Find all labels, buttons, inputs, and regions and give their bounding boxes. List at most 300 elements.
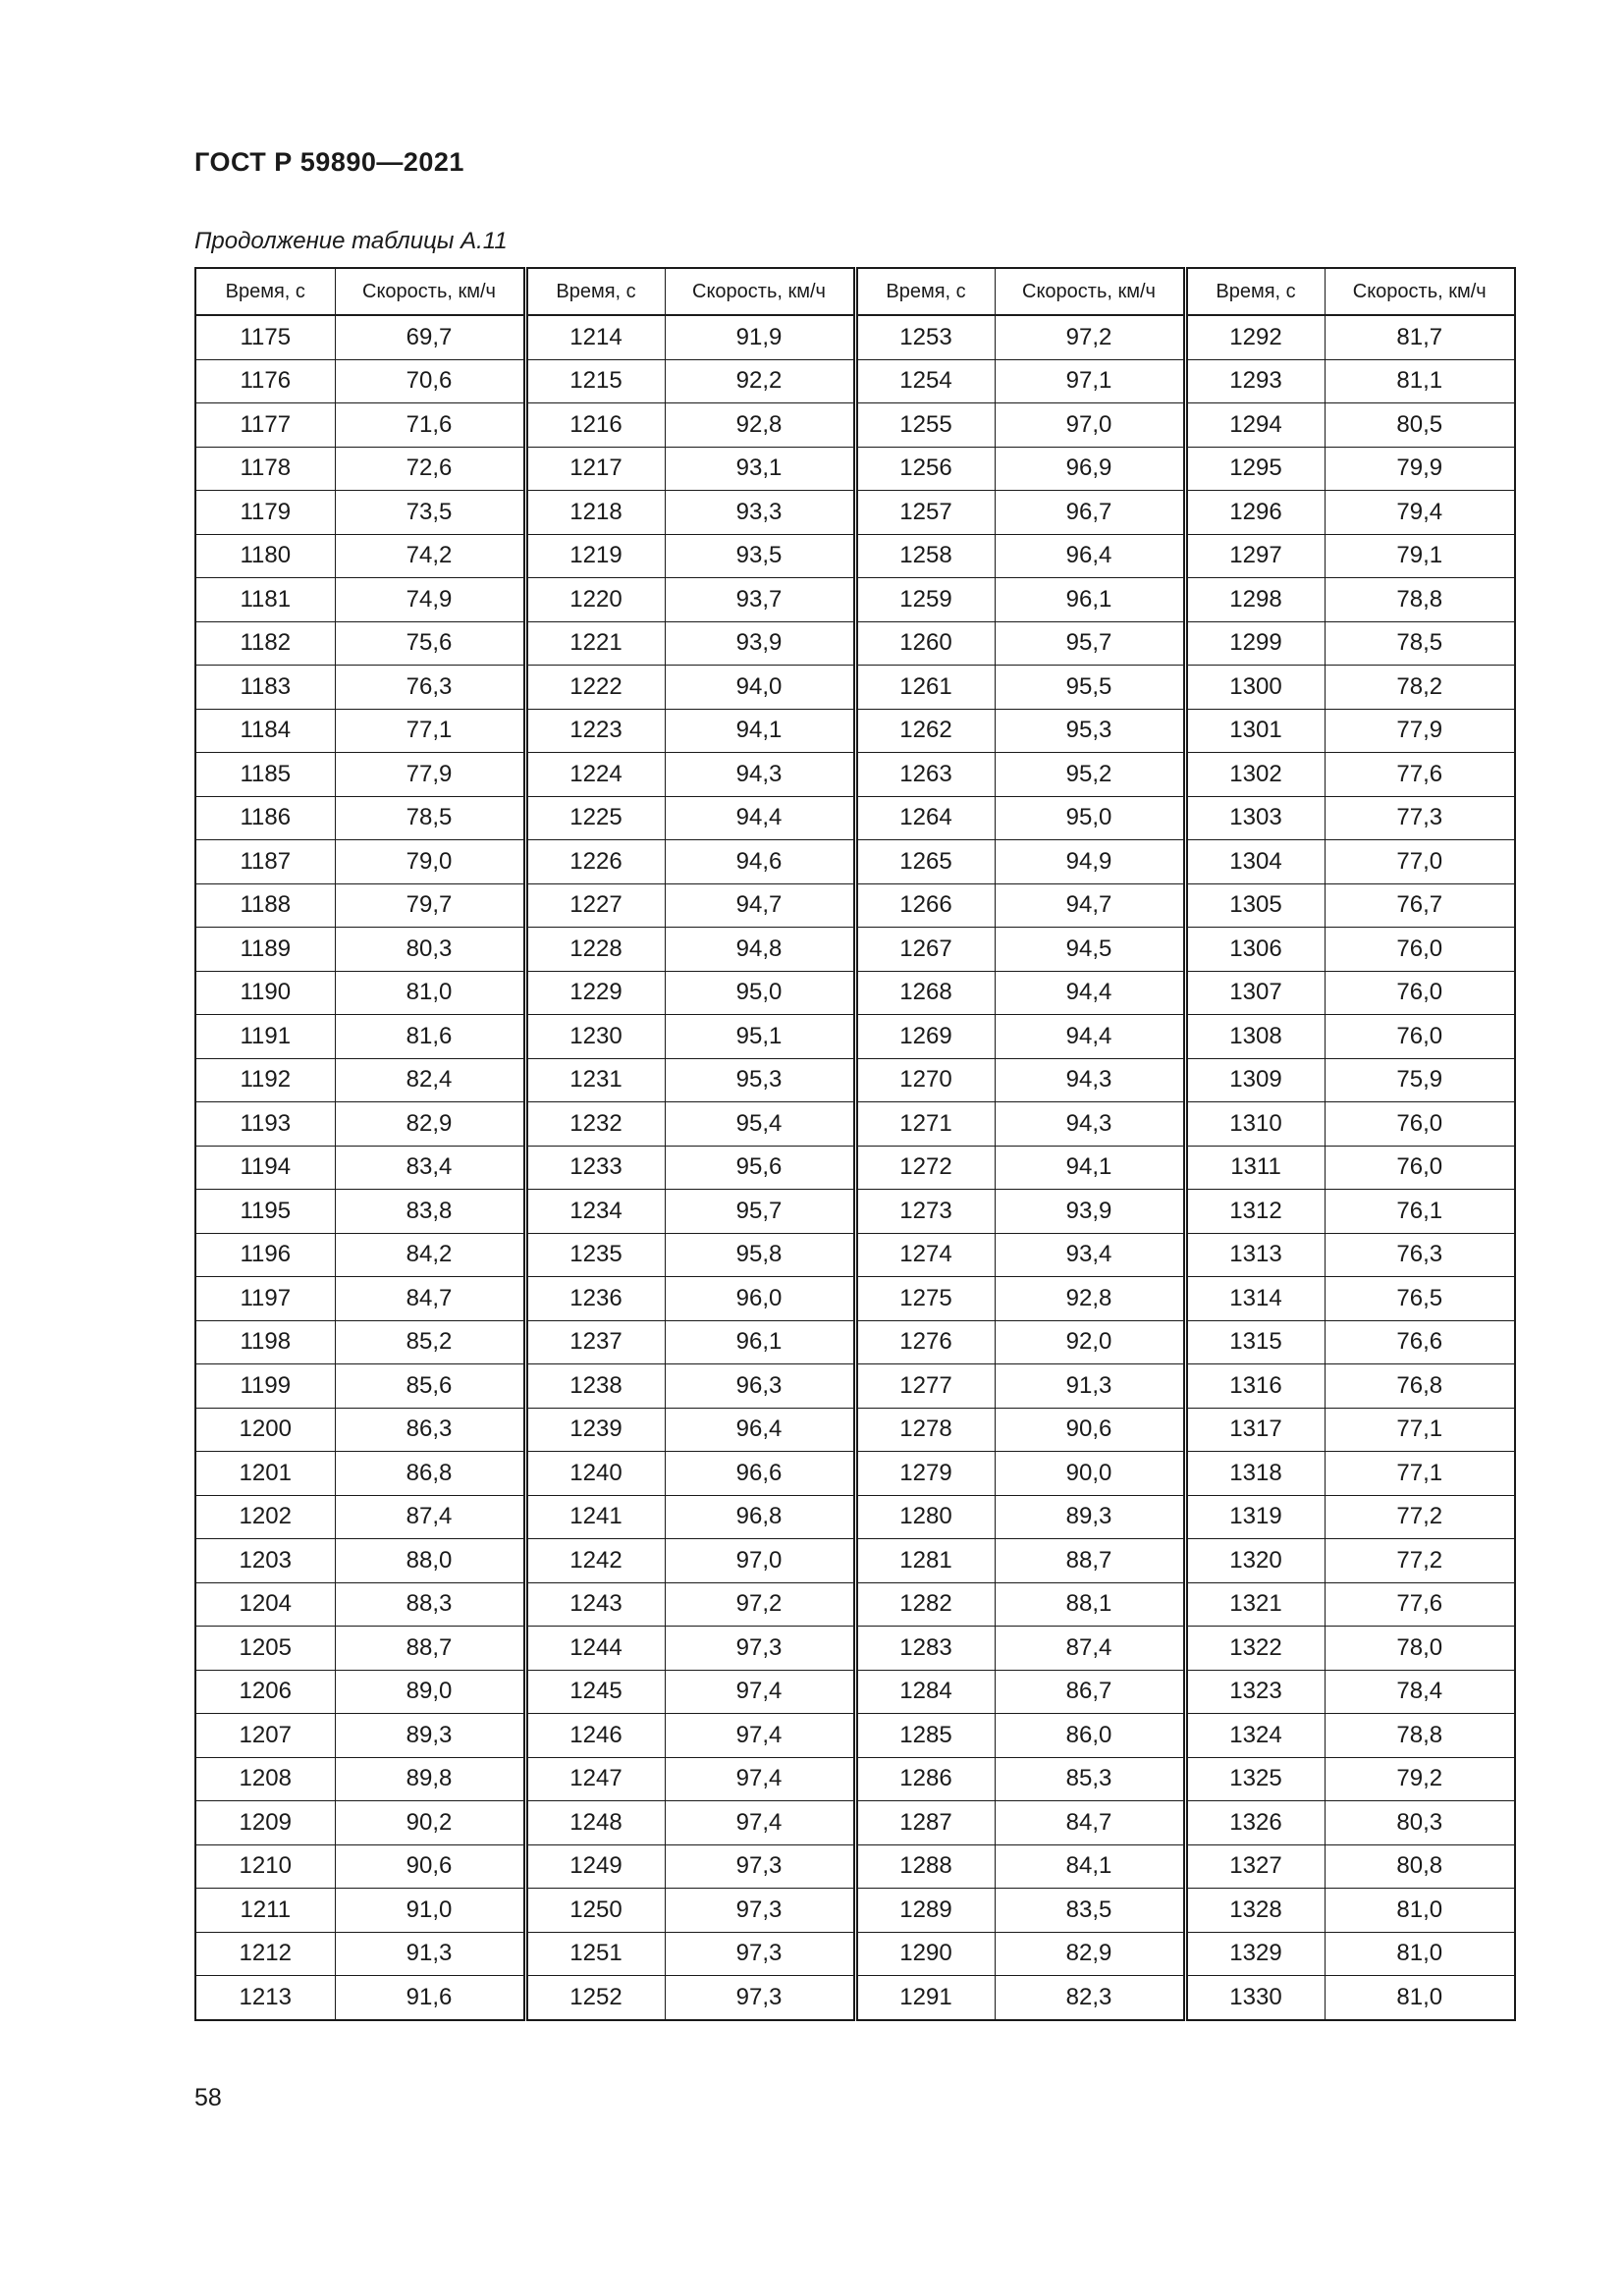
time-cell: 1325 bbox=[1185, 1757, 1325, 1801]
table-body bbox=[195, 315, 1515, 2020]
time-cell: 1315 bbox=[1185, 1320, 1325, 1364]
time-cell: 1287 bbox=[855, 1801, 995, 1845]
time-cell: 1176 bbox=[195, 359, 335, 403]
column-header-time: Время, с bbox=[855, 268, 995, 315]
speed-cell: 95,6 bbox=[665, 1146, 855, 1190]
time-cell: 1280 bbox=[855, 1495, 995, 1539]
column-header-speed: Скорость, км/ч bbox=[665, 268, 855, 315]
speed-cell: 84,7 bbox=[995, 1801, 1185, 1845]
speed-cell: 78,0 bbox=[1325, 1627, 1515, 1671]
speed-cell: 76,5 bbox=[1325, 1277, 1515, 1321]
time-cell: 1286 bbox=[855, 1757, 995, 1801]
time-cell: 1208 bbox=[195, 1757, 335, 1801]
time-cell: 1239 bbox=[525, 1408, 665, 1452]
speed-cell: 85,2 bbox=[335, 1320, 525, 1364]
speed-cell: 97,3 bbox=[665, 1932, 855, 1976]
speed-cell: 82,9 bbox=[335, 1102, 525, 1147]
speed-cell: 88,7 bbox=[995, 1539, 1185, 1583]
time-cell: 1186 bbox=[195, 796, 335, 840]
time-cell: 1251 bbox=[525, 1932, 665, 1976]
time-cell: 1250 bbox=[525, 1889, 665, 1933]
speed-cell: 94,7 bbox=[665, 883, 855, 928]
time-cell: 1213 bbox=[195, 1976, 335, 2020]
speed-cell: 96,1 bbox=[995, 578, 1185, 622]
speed-cell: 94,1 bbox=[995, 1146, 1185, 1190]
speed-cell: 94,3 bbox=[995, 1058, 1185, 1102]
time-cell: 1263 bbox=[855, 753, 995, 797]
speed-cell: 92,2 bbox=[665, 359, 855, 403]
speed-cell: 76,1 bbox=[1325, 1190, 1515, 1234]
speed-cell: 90,2 bbox=[335, 1801, 525, 1845]
speed-cell: 94,8 bbox=[665, 928, 855, 972]
time-cell: 1187 bbox=[195, 840, 335, 884]
speed-cell: 76,0 bbox=[1325, 971, 1515, 1015]
time-cell: 1192 bbox=[195, 1058, 335, 1102]
speed-cell: 97,3 bbox=[665, 1889, 855, 1933]
speed-cell: 79,2 bbox=[1325, 1757, 1515, 1801]
time-cell: 1254 bbox=[855, 359, 995, 403]
speed-cell: 77,6 bbox=[1325, 1582, 1515, 1627]
time-cell: 1302 bbox=[1185, 753, 1325, 797]
time-cell: 1281 bbox=[855, 1539, 995, 1583]
time-cell: 1232 bbox=[525, 1102, 665, 1147]
time-cell: 1175 bbox=[195, 315, 335, 359]
time-cell: 1316 bbox=[1185, 1364, 1325, 1409]
time-cell: 1248 bbox=[525, 1801, 665, 1845]
speed-cell: 74,2 bbox=[335, 534, 525, 578]
column-header-speed: Скорость, км/ч bbox=[995, 268, 1185, 315]
time-cell: 1234 bbox=[525, 1190, 665, 1234]
time-cell: 1211 bbox=[195, 1889, 335, 1933]
speed-cell: 82,3 bbox=[995, 1976, 1185, 2020]
speed-cell: 81,0 bbox=[1325, 1889, 1515, 1933]
time-cell: 1328 bbox=[1185, 1889, 1325, 1933]
time-cell: 1313 bbox=[1185, 1233, 1325, 1277]
time-cell: 1329 bbox=[1185, 1932, 1325, 1976]
speed-cell: 96,7 bbox=[995, 491, 1185, 535]
time-cell: 1188 bbox=[195, 883, 335, 928]
speed-cell: 78,5 bbox=[335, 796, 525, 840]
time-cell: 1290 bbox=[855, 1932, 995, 1976]
column-header-time: Время, с bbox=[525, 268, 665, 315]
speed-cell: 77,0 bbox=[1325, 840, 1515, 884]
time-cell: 1194 bbox=[195, 1146, 335, 1190]
time-cell: 1298 bbox=[1185, 578, 1325, 622]
speed-cell: 82,9 bbox=[995, 1932, 1185, 1976]
table-row bbox=[195, 709, 1515, 753]
speed-cell: 94,1 bbox=[665, 709, 855, 753]
time-cell: 1195 bbox=[195, 1190, 335, 1234]
time-cell: 1204 bbox=[195, 1582, 335, 1627]
time-cell: 1238 bbox=[525, 1364, 665, 1409]
table-row bbox=[195, 1844, 1515, 1889]
speed-cell: 95,7 bbox=[995, 621, 1185, 666]
speed-cell: 77,6 bbox=[1325, 753, 1515, 797]
time-cell: 1185 bbox=[195, 753, 335, 797]
speed-cell: 76,0 bbox=[1325, 928, 1515, 972]
time-cell: 1222 bbox=[525, 666, 665, 710]
table-row bbox=[195, 883, 1515, 928]
time-cell: 1271 bbox=[855, 1102, 995, 1147]
time-cell: 1221 bbox=[525, 621, 665, 666]
time-cell: 1205 bbox=[195, 1627, 335, 1671]
speed-cell: 95,0 bbox=[995, 796, 1185, 840]
table-row bbox=[195, 1364, 1515, 1409]
speed-cell: 76,8 bbox=[1325, 1364, 1515, 1409]
speed-cell: 77,2 bbox=[1325, 1539, 1515, 1583]
speed-cell: 95,0 bbox=[665, 971, 855, 1015]
table-row bbox=[195, 1889, 1515, 1933]
speed-cell: 75,6 bbox=[335, 621, 525, 666]
time-cell: 1299 bbox=[1185, 621, 1325, 666]
time-cell: 1207 bbox=[195, 1714, 335, 1758]
speed-cell: 72,6 bbox=[335, 447, 525, 491]
table-row bbox=[195, 1233, 1515, 1277]
speed-cell: 88,1 bbox=[995, 1582, 1185, 1627]
time-cell: 1305 bbox=[1185, 883, 1325, 928]
speed-cell: 88,0 bbox=[335, 1539, 525, 1583]
speed-cell: 76,3 bbox=[335, 666, 525, 710]
speed-cell: 89,0 bbox=[335, 1670, 525, 1714]
speed-cell: 76,6 bbox=[1325, 1320, 1515, 1364]
time-cell: 1235 bbox=[525, 1233, 665, 1277]
time-cell: 1182 bbox=[195, 621, 335, 666]
time-cell: 1268 bbox=[855, 971, 995, 1015]
speed-cell: 71,6 bbox=[335, 403, 525, 448]
speed-cell: 89,3 bbox=[995, 1495, 1185, 1539]
speed-cell: 81,7 bbox=[1325, 315, 1515, 359]
speed-cell: 93,1 bbox=[665, 447, 855, 491]
speed-cell: 97,0 bbox=[995, 403, 1185, 448]
time-cell: 1230 bbox=[525, 1015, 665, 1059]
table-row bbox=[195, 403, 1515, 448]
speed-cell: 97,4 bbox=[665, 1714, 855, 1758]
table-row bbox=[195, 1146, 1515, 1190]
table-row bbox=[195, 1714, 1515, 1758]
speed-cell: 94,5 bbox=[995, 928, 1185, 972]
speed-cell: 95,3 bbox=[665, 1058, 855, 1102]
table-row bbox=[195, 1320, 1515, 1364]
time-cell: 1272 bbox=[855, 1146, 995, 1190]
time-cell: 1294 bbox=[1185, 403, 1325, 448]
table-row bbox=[195, 666, 1515, 710]
speed-cell: 76,7 bbox=[1325, 883, 1515, 928]
time-cell: 1183 bbox=[195, 666, 335, 710]
speed-cell: 78,4 bbox=[1325, 1670, 1515, 1714]
time-cell: 1226 bbox=[525, 840, 665, 884]
table-row bbox=[195, 578, 1515, 622]
time-cell: 1228 bbox=[525, 928, 665, 972]
column-header-speed: Скорость, км/ч bbox=[335, 268, 525, 315]
time-cell: 1304 bbox=[1185, 840, 1325, 884]
table-row bbox=[195, 796, 1515, 840]
speed-cell: 79,0 bbox=[335, 840, 525, 884]
speed-cell: 74,9 bbox=[335, 578, 525, 622]
speed-cell: 91,3 bbox=[995, 1364, 1185, 1409]
time-cell: 1303 bbox=[1185, 796, 1325, 840]
time-cell: 1324 bbox=[1185, 1714, 1325, 1758]
time-cell: 1277 bbox=[855, 1364, 995, 1409]
speed-cell: 91,9 bbox=[665, 315, 855, 359]
speed-cell: 96,3 bbox=[665, 1364, 855, 1409]
time-cell: 1301 bbox=[1185, 709, 1325, 753]
time-cell: 1197 bbox=[195, 1277, 335, 1321]
speed-cell: 78,8 bbox=[1325, 578, 1515, 622]
speed-cell: 80,5 bbox=[1325, 403, 1515, 448]
time-cell: 1255 bbox=[855, 403, 995, 448]
speed-cell: 97,4 bbox=[665, 1801, 855, 1845]
time-cell: 1209 bbox=[195, 1801, 335, 1845]
time-cell: 1318 bbox=[1185, 1452, 1325, 1496]
table-row bbox=[195, 1932, 1515, 1976]
speed-cell: 76,3 bbox=[1325, 1233, 1515, 1277]
time-cell: 1282 bbox=[855, 1582, 995, 1627]
speed-cell: 97,3 bbox=[665, 1627, 855, 1671]
speed-cell: 76,0 bbox=[1325, 1015, 1515, 1059]
table-row bbox=[195, 1015, 1515, 1059]
speed-cell: 97,2 bbox=[665, 1582, 855, 1627]
table-row bbox=[195, 1102, 1515, 1147]
table-row bbox=[195, 1452, 1515, 1496]
speed-cell: 94,7 bbox=[995, 883, 1185, 928]
speed-cell: 84,1 bbox=[995, 1844, 1185, 1889]
speed-cell: 80,3 bbox=[335, 928, 525, 972]
time-cell: 1244 bbox=[525, 1627, 665, 1671]
speed-cell: 85,6 bbox=[335, 1364, 525, 1409]
table-row bbox=[195, 534, 1515, 578]
column-header-speed: Скорость, км/ч bbox=[1325, 268, 1515, 315]
speed-cell: 77,1 bbox=[335, 709, 525, 753]
speed-cell: 81,0 bbox=[335, 971, 525, 1015]
time-cell: 1307 bbox=[1185, 971, 1325, 1015]
time-cell: 1237 bbox=[525, 1320, 665, 1364]
table-row bbox=[195, 621, 1515, 666]
column-header-time: Время, с bbox=[1185, 268, 1325, 315]
speed-cell: 86,0 bbox=[995, 1714, 1185, 1758]
table-row bbox=[195, 971, 1515, 1015]
time-cell: 1198 bbox=[195, 1320, 335, 1364]
time-cell: 1218 bbox=[525, 491, 665, 535]
time-cell: 1253 bbox=[855, 315, 995, 359]
time-cell: 1259 bbox=[855, 578, 995, 622]
time-cell: 1216 bbox=[525, 403, 665, 448]
speed-cell: 77,3 bbox=[1325, 796, 1515, 840]
time-cell: 1296 bbox=[1185, 491, 1325, 535]
time-cell: 1293 bbox=[1185, 359, 1325, 403]
time-cell: 1199 bbox=[195, 1364, 335, 1409]
table-caption: Продолжение таблицы А.11 bbox=[194, 228, 508, 254]
speed-cell: 84,7 bbox=[335, 1277, 525, 1321]
time-cell: 1217 bbox=[525, 447, 665, 491]
speed-cell: 90,0 bbox=[995, 1452, 1185, 1496]
speed-cell: 94,9 bbox=[995, 840, 1185, 884]
document-code: ГОСТ Р 59890—2021 bbox=[194, 147, 464, 177]
time-cell: 1288 bbox=[855, 1844, 995, 1889]
time-cell: 1292 bbox=[1185, 315, 1325, 359]
speed-cell: 90,6 bbox=[335, 1844, 525, 1889]
speed-cell: 79,9 bbox=[1325, 447, 1515, 491]
speed-cell: 96,8 bbox=[665, 1495, 855, 1539]
speed-cell: 97,2 bbox=[995, 315, 1185, 359]
speed-cell: 93,5 bbox=[665, 534, 855, 578]
time-cell: 1260 bbox=[855, 621, 995, 666]
time-cell: 1223 bbox=[525, 709, 665, 753]
table-row bbox=[195, 928, 1515, 972]
speed-cell: 79,4 bbox=[1325, 491, 1515, 535]
speed-cell: 81,0 bbox=[1325, 1976, 1515, 2020]
table-row bbox=[195, 359, 1515, 403]
time-cell: 1327 bbox=[1185, 1844, 1325, 1889]
speed-cell: 95,2 bbox=[995, 753, 1185, 797]
speed-cell: 82,4 bbox=[335, 1058, 525, 1102]
table-row bbox=[195, 1976, 1515, 2020]
time-cell: 1200 bbox=[195, 1408, 335, 1452]
time-cell: 1311 bbox=[1185, 1146, 1325, 1190]
speed-cell: 94,3 bbox=[995, 1102, 1185, 1147]
speed-cell: 93,9 bbox=[665, 621, 855, 666]
speed-cell: 95,7 bbox=[665, 1190, 855, 1234]
table-row bbox=[195, 1801, 1515, 1845]
time-cell: 1317 bbox=[1185, 1408, 1325, 1452]
time-cell: 1273 bbox=[855, 1190, 995, 1234]
time-cell: 1189 bbox=[195, 928, 335, 972]
time-cell: 1219 bbox=[525, 534, 665, 578]
speed-cell: 79,7 bbox=[335, 883, 525, 928]
time-cell: 1289 bbox=[855, 1889, 995, 1933]
speed-cell: 94,4 bbox=[995, 971, 1185, 1015]
speed-cell: 77,1 bbox=[1325, 1452, 1515, 1496]
time-cell: 1261 bbox=[855, 666, 995, 710]
time-cell: 1300 bbox=[1185, 666, 1325, 710]
time-cell: 1215 bbox=[525, 359, 665, 403]
time-cell: 1267 bbox=[855, 928, 995, 972]
time-cell: 1206 bbox=[195, 1670, 335, 1714]
speed-cell: 91,6 bbox=[335, 1976, 525, 2020]
speed-cell: 76,0 bbox=[1325, 1146, 1515, 1190]
speed-cell: 95,5 bbox=[995, 666, 1185, 710]
speed-cell: 97,1 bbox=[995, 359, 1185, 403]
speed-cell: 80,8 bbox=[1325, 1844, 1515, 1889]
speed-cell: 97,4 bbox=[665, 1757, 855, 1801]
time-cell: 1256 bbox=[855, 447, 995, 491]
time-cell: 1308 bbox=[1185, 1015, 1325, 1059]
speed-cell: 93,3 bbox=[665, 491, 855, 535]
time-cell: 1203 bbox=[195, 1539, 335, 1583]
time-cell: 1227 bbox=[525, 883, 665, 928]
table-row bbox=[195, 1627, 1515, 1671]
speed-cell: 86,7 bbox=[995, 1670, 1185, 1714]
speed-cell: 77,1 bbox=[1325, 1408, 1515, 1452]
time-cell: 1201 bbox=[195, 1452, 335, 1496]
time-cell: 1202 bbox=[195, 1495, 335, 1539]
table-row bbox=[195, 1190, 1515, 1234]
time-cell: 1295 bbox=[1185, 447, 1325, 491]
time-cell: 1231 bbox=[525, 1058, 665, 1102]
speed-cell: 69,7 bbox=[335, 315, 525, 359]
time-cell: 1225 bbox=[525, 796, 665, 840]
speed-cell: 92,8 bbox=[665, 403, 855, 448]
time-cell: 1180 bbox=[195, 534, 335, 578]
speed-cell: 92,8 bbox=[995, 1277, 1185, 1321]
speed-cell: 75,9 bbox=[1325, 1058, 1515, 1102]
time-cell: 1184 bbox=[195, 709, 335, 753]
time-cell: 1258 bbox=[855, 534, 995, 578]
table-row bbox=[195, 491, 1515, 535]
time-cell: 1196 bbox=[195, 1233, 335, 1277]
speed-cell: 94,6 bbox=[665, 840, 855, 884]
speed-cell: 95,3 bbox=[995, 709, 1185, 753]
table-row bbox=[195, 1058, 1515, 1102]
speed-cell: 80,3 bbox=[1325, 1801, 1515, 1845]
time-cell: 1249 bbox=[525, 1844, 665, 1889]
time-cell: 1314 bbox=[1185, 1277, 1325, 1321]
time-cell: 1257 bbox=[855, 491, 995, 535]
time-cell: 1322 bbox=[1185, 1627, 1325, 1671]
speed-cell: 87,4 bbox=[335, 1495, 525, 1539]
time-cell: 1283 bbox=[855, 1627, 995, 1671]
speed-cell: 95,4 bbox=[665, 1102, 855, 1147]
speed-cell: 93,9 bbox=[995, 1190, 1185, 1234]
time-cell: 1330 bbox=[1185, 1976, 1325, 2020]
column-header-time: Время, с bbox=[195, 268, 335, 315]
speed-cell: 94,3 bbox=[665, 753, 855, 797]
speed-cell: 94,4 bbox=[665, 796, 855, 840]
table-row bbox=[195, 840, 1515, 884]
speed-cell: 89,3 bbox=[335, 1714, 525, 1758]
speed-cell: 96,6 bbox=[665, 1452, 855, 1496]
speed-cell: 81,6 bbox=[335, 1015, 525, 1059]
table-row bbox=[195, 315, 1515, 359]
speed-cell: 97,3 bbox=[665, 1844, 855, 1889]
time-cell: 1214 bbox=[525, 315, 665, 359]
speed-cell: 78,8 bbox=[1325, 1714, 1515, 1758]
table-row bbox=[195, 1582, 1515, 1627]
time-cell: 1262 bbox=[855, 709, 995, 753]
time-cell: 1326 bbox=[1185, 1801, 1325, 1845]
speed-cell: 96,1 bbox=[665, 1320, 855, 1364]
speed-cell: 97,4 bbox=[665, 1670, 855, 1714]
speed-cell: 83,8 bbox=[335, 1190, 525, 1234]
speed-cell: 91,3 bbox=[335, 1932, 525, 1976]
speed-cell: 94,0 bbox=[665, 666, 855, 710]
speed-cell: 94,4 bbox=[995, 1015, 1185, 1059]
table-row bbox=[195, 753, 1515, 797]
time-cell: 1306 bbox=[1185, 928, 1325, 972]
speed-cell: 95,8 bbox=[665, 1233, 855, 1277]
time-cell: 1229 bbox=[525, 971, 665, 1015]
speed-cell: 77,9 bbox=[335, 753, 525, 797]
time-cell: 1241 bbox=[525, 1495, 665, 1539]
table-row bbox=[195, 1277, 1515, 1321]
time-cell: 1323 bbox=[1185, 1670, 1325, 1714]
time-cell: 1291 bbox=[855, 1976, 995, 2020]
speed-cell: 76,0 bbox=[1325, 1102, 1515, 1147]
time-cell: 1243 bbox=[525, 1582, 665, 1627]
speed-cell: 77,2 bbox=[1325, 1495, 1515, 1539]
time-cell: 1276 bbox=[855, 1320, 995, 1364]
speed-cell: 96,0 bbox=[665, 1277, 855, 1321]
time-cell: 1297 bbox=[1185, 534, 1325, 578]
time-cell: 1212 bbox=[195, 1932, 335, 1976]
table-row bbox=[195, 1495, 1515, 1539]
table-row bbox=[195, 1757, 1515, 1801]
time-cell: 1236 bbox=[525, 1277, 665, 1321]
speed-cell: 97,3 bbox=[665, 1976, 855, 2020]
time-cell: 1320 bbox=[1185, 1539, 1325, 1583]
time-cell: 1309 bbox=[1185, 1058, 1325, 1102]
speed-cell: 83,4 bbox=[335, 1146, 525, 1190]
speed-cell: 87,4 bbox=[995, 1627, 1185, 1671]
